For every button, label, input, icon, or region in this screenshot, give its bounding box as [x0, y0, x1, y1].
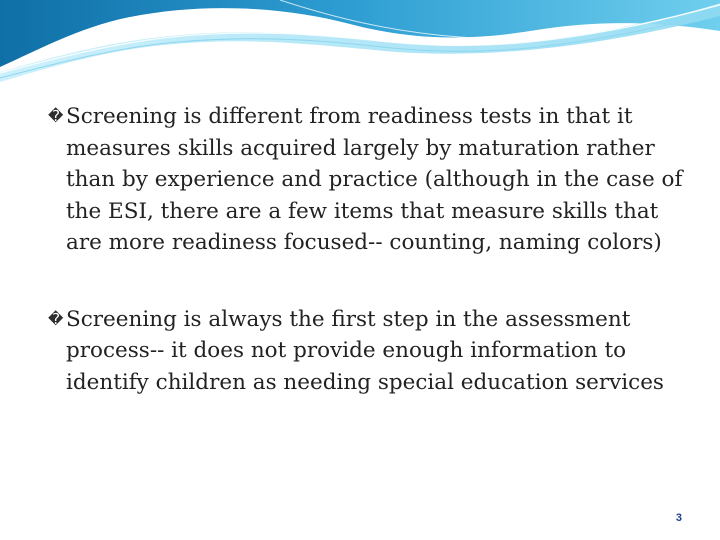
slide-number: 3	[675, 512, 682, 524]
replacement-character-icon: �	[48, 309, 64, 328]
bullet-list	[48, 101, 698, 398]
replacement-character-icon: �	[48, 107, 64, 125]
top-wave-decoration	[0, 0, 720, 90]
bullet-text: Screening is different from readiness tests in that it measures skills acquired largely by maturation rather than by experience and practice (although in the case of the ESI, there are a few items that measure skills that are more readiness focused-- counting, naming colors)	[66, 104, 683, 255]
bullet-item-screening-readiness	[48, 101, 698, 259]
bullet-text: Screening is always the first step in the assessment process-- it does not provide enough information to identify children as needing special education services	[66, 306, 664, 395]
bullet-item-screening-first-step	[48, 304, 698, 399]
